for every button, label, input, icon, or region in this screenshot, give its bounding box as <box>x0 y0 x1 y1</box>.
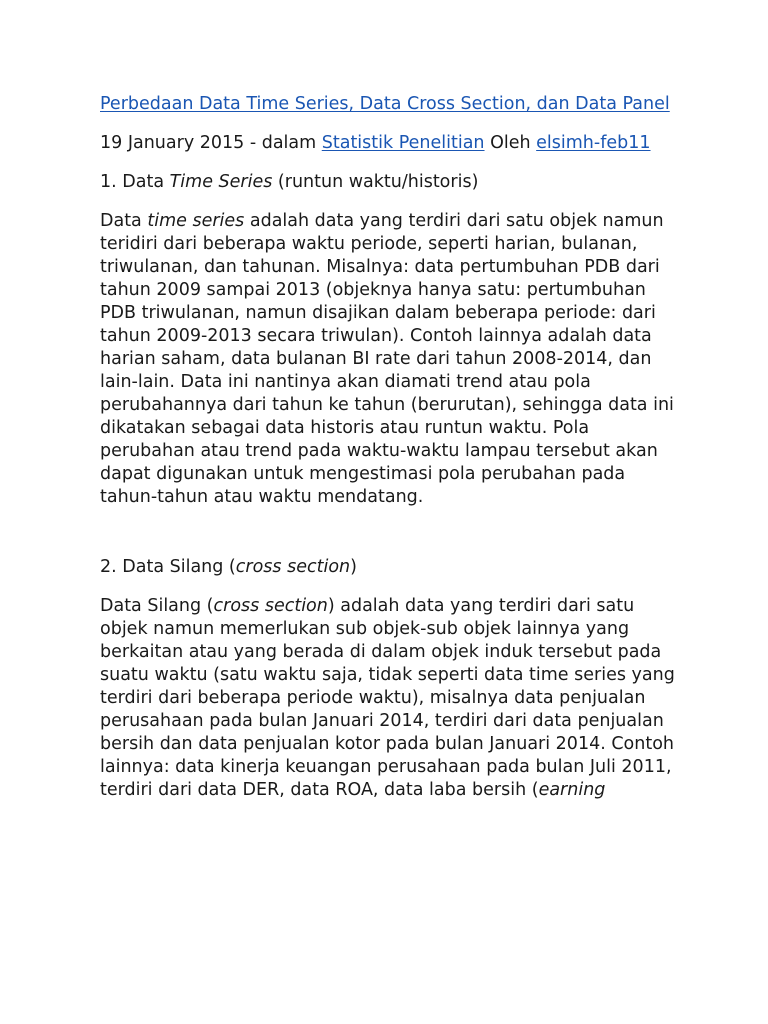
section-2-heading <box>100 556 675 579</box>
article-title-link[interactable]: Perbedaan Data Time Series, Data Cross Section, dan Data Panel <box>100 94 670 114</box>
section-1-body-prefix: Data <box>100 211 148 231</box>
section-1-body-text: adalah data yang terdiri dari satu objek namun teridiri dari beberapa waktu periode, seperti harian, bulanan, triwulanan, dan tahunan. Misalnya: data pertumbuhan PDB dari tahun 2009 sampai 2013 (objeknya hanya satu: pertumbuhan PDB triwulanan, namun disajikan dalam beberapa periode: dari tahun 2009-2013 secara triwulan). Contoh lainnya adalah data harian saham, data bulanan BI rate dari tahun 2008-2014, dan lain-lain. Data ini nantinya akan diamati trend atau pola perubahannya dari tahun ke tahun (berurutan), sehingga data ini dikatakan sebagai data historis atau runtun waktu. Pola perubahan atau trend pada waktu-waktu lampau tersebut akan dapat digunakan untuk mengestimasi pola perubahan pada tahun-tahun atau waktu mendatang. <box>100 211 674 507</box>
section-1-heading <box>100 171 675 194</box>
article-date: 19 January 2015 - dalam <box>100 133 322 153</box>
article-title <box>100 93 675 116</box>
section-1-heading-term: Time Series <box>169 172 273 192</box>
author-prefix: Oleh <box>484 133 537 153</box>
article-meta <box>100 132 675 155</box>
section-2-heading-term: cross section <box>235 557 351 577</box>
section-2-body-text: ) adalah data yang terdiri dari satu objek namun memerlukan sub objek-sub objek lainnya yang berkaitan atau yang berada di dalam objek induk tersebut pada suatu waktu (satu waktu saja, tidak seperti data time series yang terdiri dari beberapa periode waktu), misalnya data penjualan perusahaan pada bulan Januari 2014, terdiri dari data penjualan bersih dan data penjualan kotor pada bulan Januari 2014. Contoh lainnya: data kinerja keuangan perusahaan pada bulan Juli 2011, terdiri dari data DER, data ROA, data laba bersih ( <box>100 596 675 800</box>
author-link[interactable]: elsimh-feb11 <box>536 133 651 153</box>
section-2-body-term: cross section <box>213 596 328 616</box>
section-1-body-term: time series <box>147 211 245 231</box>
category-link[interactable]: Statistik Penelitian <box>321 133 485 153</box>
document-body <box>100 93 675 802</box>
section-2-heading-suffix: ) <box>350 557 357 577</box>
section-1-heading-suffix: (runtun waktu/historis) <box>272 172 479 192</box>
section-1-heading-prefix: 1. Data <box>100 172 170 192</box>
section-1-paragraph <box>100 210 675 509</box>
section-2-paragraph <box>100 595 675 802</box>
section-2-heading-prefix: 2. Data Silang ( <box>100 557 236 577</box>
section-2-body-term-2: earning <box>538 780 606 800</box>
section-2-body-prefix: Data Silang ( <box>100 596 214 616</box>
